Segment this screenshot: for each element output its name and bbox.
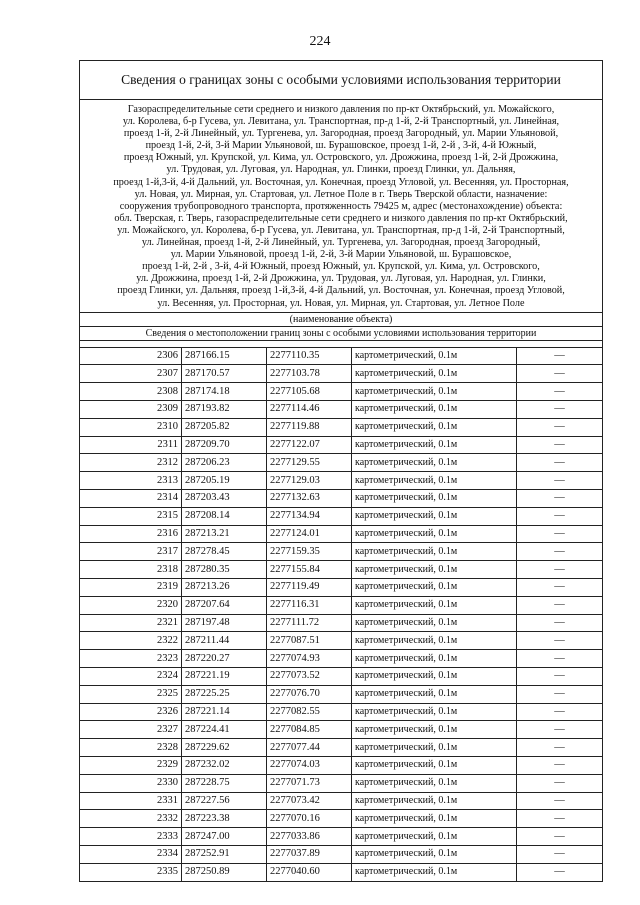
method-cell: картометрический, 0.1м [352,365,517,383]
point-number-cell: 2333 [80,828,182,846]
table-row [80,774,602,792]
method-cell: картометрический, 0.1м [352,347,517,365]
point-number-cell: 2312 [80,454,182,472]
table-row [80,667,602,685]
description-cell: — [517,489,603,507]
y-coordinate-cell: 2277074.03 [267,756,352,774]
table-row [80,454,602,472]
description-line: проезд Южный, ул. Крупской, ул. Кима, ул. Островского, ул. Дрожжина, проезд 1-й, 2-й Дрожжина, [123,152,559,164]
section-title: Сведения о местоположении границ зоны с особыми условиями использования территории [80,326,602,340]
description-line: проезд 1-й, 2-й , 3-й, 4-й Южный, проезд Южный, ул. Крупской, ул. Кима, ул. Островского, [142,261,540,273]
x-coordinate-cell: 287220.27 [182,650,267,668]
description-cell: — [517,614,603,632]
description-line: ул. Королева, б-р Гусева, ул. Левитана, ул. Транспортная, пр-д 1-й, 2-й Транспортный, ул. Линейная, [122,116,560,128]
document-frame [79,60,603,882]
point-number-cell: 2313 [80,472,182,490]
x-coordinate-cell: 287225.25 [182,685,267,703]
method-cell: картометрический, 0.1м [352,845,517,863]
method-cell: картометрический, 0.1м [352,400,517,418]
method-cell: картометрический, 0.1м [352,543,517,561]
point-number-cell: 2327 [80,721,182,739]
description-line: ул. Трудовая, ул. Луговая, ул. Народная, ул. Глинки, проезд Глинки, ул. Дальняя, [166,164,516,176]
method-cell: картометрический, 0.1м [352,703,517,721]
y-coordinate-cell: 2277155.84 [267,561,352,579]
y-coordinate-cell: 2277087.51 [267,632,352,650]
table-row [80,418,602,436]
table-row [80,561,602,579]
zone-title: Сведения о границах зоны с особыми условиями использования территории [80,61,602,100]
description-line: сооружения трубопроводного транспорта, протяженность 79425 м, адрес (местонахождение) объекта: [119,200,563,212]
description-cell: — [517,507,603,525]
point-number-cell: 2314 [80,489,182,507]
point-number-cell: 2321 [80,614,182,632]
x-coordinate-cell: 287213.26 [182,578,267,596]
table-row [80,614,602,632]
method-cell: картометрический, 0.1м [352,756,517,774]
y-coordinate-cell: 2277073.52 [267,667,352,685]
page-number: 224 [309,34,331,49]
description-cell: — [517,596,603,614]
description-line: ул. Марии Ульяновой, проезд 1-й, 2-й, 3-й Марии Ульяновой, ш. Бурашовское, [170,249,512,261]
x-coordinate-cell: 287278.45 [182,543,267,561]
y-coordinate-cell: 2277084.85 [267,721,352,739]
method-cell: картометрический, 0.1м [352,454,517,472]
point-number-cell: 2331 [80,792,182,810]
y-coordinate-cell: 2277124.01 [267,525,352,543]
x-coordinate-cell: 287205.82 [182,418,267,436]
description-cell: — [517,792,603,810]
table-row [80,383,602,401]
object-caption: (наименование объекта) [80,312,602,326]
point-number-cell: 2330 [80,774,182,792]
description-cell: — [517,525,603,543]
description-cell: — [517,810,603,828]
x-coordinate-cell: 287224.41 [182,721,267,739]
y-coordinate-cell: 2277073.42 [267,792,352,810]
y-coordinate-cell: 2277082.55 [267,703,352,721]
description-cell: — [517,365,603,383]
table-row [80,578,602,596]
method-cell: картометрический, 0.1м [352,650,517,668]
x-coordinate-cell: 287208.14 [182,507,267,525]
method-cell: картометрический, 0.1м [352,810,517,828]
table-row [80,489,602,507]
description-cell: — [517,383,603,401]
y-coordinate-cell: 2277037.89 [267,845,352,863]
point-number-cell: 2320 [80,596,182,614]
table-row [80,650,602,668]
description-line: проезд 1-й, 2-й Линейный, ул. Тургенева, ул. Загородная, проезд Загородный, ул. Марии Ульяновой, [123,128,559,140]
method-cell: картометрический, 0.1м [352,792,517,810]
point-number-cell: 2324 [80,667,182,685]
description-cell: — [517,721,603,739]
point-number-cell: 2328 [80,739,182,757]
y-coordinate-cell: 2277105.68 [267,383,352,401]
description-cell: — [517,347,603,365]
description-line: ул. Линейная, проезд 1-й, 2-й Линейный, ул. Тургенева, ул. Загородная, проезд Загородный, [141,237,541,249]
table-row [80,863,602,880]
table-row [80,739,602,757]
table-row [80,507,602,525]
description-cell: — [517,650,603,668]
description-line: проезд 1-й,3-й, 4-й Дальний, ул. Восточная, ул. Конечная, проезд Угловой, ул. Весенняя, ул. Просторная, [113,176,569,188]
description-cell: — [517,472,603,490]
method-cell: картометрический, 0.1м [352,596,517,614]
x-coordinate-cell: 287223.38 [182,810,267,828]
description-line: проезд Глинки, ул. Дальняя, проезд 1-й,3-й, 4-й Дальний, ул. Восточная, ул. Конечная, проезд Угловой, [117,285,565,297]
y-coordinate-cell: 2277129.03 [267,472,352,490]
point-number-cell: 2310 [80,418,182,436]
point-number-cell: 2323 [80,650,182,668]
point-number-cell: 2315 [80,507,182,525]
description-line: ул. Новая, ул. Мирная, ул. Стартовая, ул. Летное Поле в г. Тверь Тверской области, назначение: [134,188,548,200]
table-row [80,828,602,846]
table-row [80,685,602,703]
method-cell: картометрический, 0.1м [352,739,517,757]
table-row [80,845,602,863]
point-number-cell: 2334 [80,845,182,863]
y-coordinate-cell: 2277103.78 [267,365,352,383]
x-coordinate-cell: 287221.14 [182,703,267,721]
point-number-cell: 2317 [80,543,182,561]
method-cell: картометрический, 0.1м [352,863,517,880]
table-row [80,703,602,721]
x-coordinate-cell: 287174.18 [182,383,267,401]
method-cell: картометрический, 0.1м [352,774,517,792]
point-number-cell: 2329 [80,756,182,774]
y-coordinate-cell: 2277110.35 [267,347,352,365]
x-coordinate-cell: 287247.00 [182,828,267,846]
y-coordinate-cell: 2277070.16 [267,810,352,828]
table-row [80,792,602,810]
y-coordinate-cell: 2277116.31 [267,596,352,614]
x-coordinate-cell: 287197.48 [182,614,267,632]
description-line: ул. Можайского, ул. Королева, б-р Гусева, ул. Левитана, ул. Транспортная, пр-д 1-й, 2-й Транспортный, [117,224,565,236]
y-coordinate-cell: 2277076.70 [267,685,352,703]
x-coordinate-cell: 287207.64 [182,596,267,614]
method-cell: картометрический, 0.1м [352,489,517,507]
x-coordinate-cell: 287232.02 [182,756,267,774]
description-cell: — [517,454,603,472]
table-row [80,810,602,828]
table-row [80,543,602,561]
y-coordinate-cell: 2277134.94 [267,507,352,525]
description-cell: — [517,436,603,454]
description-cell: — [517,703,603,721]
description-cell: — [517,667,603,685]
description-line: ул. Весенняя, ул. Просторная, ул. Новая, ул. Мирная, ул. Стартовая, ул. Летное Поле [157,297,525,309]
x-coordinate-cell: 287166.15 [182,347,267,365]
y-coordinate-cell: 2277074.93 [267,650,352,668]
description-cell: — [517,774,603,792]
method-cell: картометрический, 0.1м [352,383,517,401]
y-coordinate-cell: 2277129.55 [267,454,352,472]
x-coordinate-cell: 287209.70 [182,436,267,454]
description-line: обл. Тверская, г. Тверь, газораспределительные сети среднего и низкого давления по пр-кт Октябрьский, [114,212,568,224]
x-coordinate-cell: 287206.23 [182,454,267,472]
description-cell: — [517,739,603,757]
description-cell: — [517,578,603,596]
point-number-cell: 2306 [80,347,182,365]
y-coordinate-cell: 2277159.35 [267,543,352,561]
x-coordinate-cell: 287229.62 [182,739,267,757]
x-coordinate-cell: 287203.43 [182,489,267,507]
header-spacer [80,340,602,347]
table-row [80,436,602,454]
x-coordinate-cell: 287221.19 [182,667,267,685]
y-coordinate-cell: 2277114.46 [267,400,352,418]
description-cell: — [517,561,603,579]
x-coordinate-cell: 287213.21 [182,525,267,543]
x-coordinate-cell: 287250.89 [182,863,267,880]
method-cell: картометрический, 0.1м [352,721,517,739]
coordinates-table [80,347,602,881]
description-cell: — [517,543,603,561]
x-coordinate-cell: 287205.19 [182,472,267,490]
y-coordinate-cell: 2277033.86 [267,828,352,846]
object-description [80,100,602,312]
description-cell: — [517,863,603,880]
method-cell: картометрический, 0.1м [352,614,517,632]
point-number-cell: 2307 [80,365,182,383]
table-row [80,472,602,490]
y-coordinate-cell: 2277122.07 [267,436,352,454]
x-coordinate-cell: 287252.91 [182,845,267,863]
point-number-cell: 2322 [80,632,182,650]
method-cell: картометрический, 0.1м [352,667,517,685]
description-cell: — [517,828,603,846]
y-coordinate-cell: 2277132.63 [267,489,352,507]
method-cell: картометрический, 0.1м [352,561,517,579]
point-number-cell: 2326 [80,703,182,721]
point-number-cell: 2332 [80,810,182,828]
point-number-cell: 2335 [80,863,182,880]
point-number-cell: 2319 [80,578,182,596]
point-number-cell: 2325 [80,685,182,703]
method-cell: картометрический, 0.1м [352,418,517,436]
x-coordinate-cell: 287228.75 [182,774,267,792]
description-line: проезд 1-й, 2-й, 3-й Марии Ульяновой, ш. Бурашовское, проезд 1-й, 2-й , 3-й, 4-й Южный, [145,140,537,152]
description-cell: — [517,845,603,863]
method-cell: картометрический, 0.1м [352,685,517,703]
y-coordinate-cell: 2277111.72 [267,614,352,632]
point-number-cell: 2316 [80,525,182,543]
method-cell: картометрический, 0.1м [352,472,517,490]
x-coordinate-cell: 287227.56 [182,792,267,810]
table-row [80,525,602,543]
description-cell: — [517,632,603,650]
description-line: ул. Дрожжина, проезд 1-й, 2-й Дрожжина, ул. Трудовая, ул. Луговая, ул. Народная, ул. Глинки, [136,273,546,285]
description-cell: — [517,418,603,436]
x-coordinate-cell: 287193.82 [182,400,267,418]
x-coordinate-cell: 287280.35 [182,561,267,579]
description-cell: — [517,756,603,774]
table-row [80,347,602,365]
table-row [80,400,602,418]
table-row [80,365,602,383]
method-cell: картометрический, 0.1м [352,828,517,846]
point-number-cell: 2309 [80,400,182,418]
y-coordinate-cell: 2277119.88 [267,418,352,436]
x-coordinate-cell: 287211.44 [182,632,267,650]
method-cell: картометрический, 0.1м [352,578,517,596]
y-coordinate-cell: 2277119.49 [267,578,352,596]
table-row [80,721,602,739]
point-number-cell: 2311 [80,436,182,454]
method-cell: картометрический, 0.1м [352,525,517,543]
y-coordinate-cell: 2277071.73 [267,774,352,792]
table-row [80,756,602,774]
point-number-cell: 2318 [80,561,182,579]
table-row [80,596,602,614]
description-cell: — [517,685,603,703]
method-cell: картометрический, 0.1м [352,507,517,525]
x-coordinate-cell: 287170.57 [182,365,267,383]
y-coordinate-cell: 2277040.60 [267,863,352,880]
point-number-cell: 2308 [80,383,182,401]
method-cell: картометрический, 0.1м [352,436,517,454]
method-cell: картометрический, 0.1м [352,632,517,650]
table-row [80,632,602,650]
description-line: Газораспределительные сети среднего и низкого давления по пр-кт Октябрьский, ул. Можайского, [127,104,555,115]
description-cell: — [517,400,603,418]
y-coordinate-cell: 2277077.44 [267,739,352,757]
